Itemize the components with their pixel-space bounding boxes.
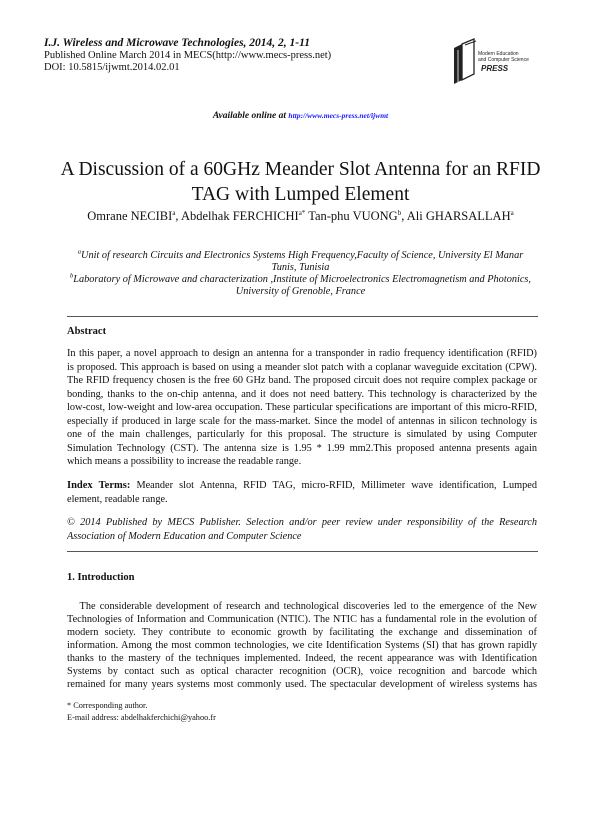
abstract-line: Simulation Technology (CST). The antenna size is 1.95 * 1.99 mm2.This proposed antenna presents again [67, 442, 537, 454]
available-online [0, 110, 601, 122]
footnote-corresponding: * Corresponding author. [67, 701, 148, 710]
authors [0, 209, 601, 224]
affiliation-a [0, 250, 601, 262]
index-terms-label: Index Terms: [67, 480, 131, 491]
abstract-line: especially if produced in large scale for the mass-market. Since the model of antennas in silicon technology is [67, 415, 537, 427]
author-sep: , [175, 209, 181, 223]
intro-line: Systems by contact such as optical character recognition (OCR), voice recognition and barcode which [67, 666, 537, 677]
introduction-heading: 1. Introduction [67, 572, 135, 583]
copyright-line: Association of Modern Education and Computer Science [67, 530, 302, 542]
available-label: Available online at [212, 111, 287, 121]
journal-link[interactable]: http://www.mecs-press.net/ijwmt [288, 111, 389, 120]
index-terms-line: element, readable range. [67, 493, 168, 505]
abstract-line: one of the main challenges, particularly for this proposal. The structure is simulated by using Computer [67, 429, 537, 440]
footnote-email: E-mail address: abdelhakferchichi@yahoo.fr [67, 713, 216, 722]
svg-text:PRESS: PRESS [481, 64, 509, 73]
author-sup: a [172, 208, 176, 217]
intro-line: remained for many years systems most commonly used. The spectacular development of wireless systems has [67, 679, 537, 690]
affiliation-b-city: University of Grenoble, France [235, 286, 366, 297]
affiliation-sup: a [77, 248, 82, 256]
mecs-press-logo [448, 36, 530, 86]
affiliation-b [0, 274, 601, 286]
abstract-line: is proposed. This approach is based on using a meander slot patch with a coplanar waveguide excitation (CPW). [67, 361, 537, 373]
abstract-line: bonding, thanks to the on-chip antenna, and it does not need battery. This technology is characterized by the [67, 388, 537, 400]
intro-line: The considerable development of research and technological discoveries led to the emergence of the New [67, 601, 537, 612]
svg-text:and Computer Science: and Computer Science [478, 57, 529, 63]
index-terms [67, 479, 537, 506]
abstract-body [67, 347, 537, 469]
copyright [67, 516, 537, 543]
author-name: Omrane NECIBI [87, 209, 173, 223]
abstract-line: low-cost, low-weight and low-area occupation. These particular specifications are important of this micro-RFID, [67, 402, 537, 413]
published-online: Published Online March 2014 in MECS(http://www.mecs-press.net) [44, 50, 332, 61]
author-name: Tan-phu VUONG [308, 209, 398, 223]
intro-line: modern society. They contribute to economic growth by facilitating the exchange and dissemination of [67, 627, 537, 638]
author-name: Ali GHARSALLAH [406, 209, 511, 223]
intro-line: Technologies of Information and Communication (NTIC). The NTIC has a fundamental role in the evolution of [67, 614, 537, 625]
abstract-line: which means a possibility to increase the readable range. [67, 456, 302, 467]
abstract-heading: Abstract [67, 326, 107, 337]
paper-title-line-2: TAG with Lumped Element [191, 184, 410, 205]
copyright-line: © 2014 Published by MECS Publisher. Selection and/or peer review under responsibility of the Research [67, 517, 537, 528]
paper-title-line-1: A Discussion of a 60GHz Meander Slot Antenna for an RFID [60, 159, 541, 180]
doi: DOI: 10.5815/ijwmt.2014.02.01 [44, 62, 180, 73]
author-sup: a [510, 208, 514, 217]
svg-text:Modern Education: Modern Education [478, 51, 519, 57]
author-sep: , [401, 209, 407, 223]
index-terms-line [67, 479, 537, 493]
affiliation-text: Unit of research Circuits and Electronics Systems High Frequency,Faculty of Science, University El Manar [81, 250, 524, 261]
abstract-line: In this paper, a novel approach to design an antenna for a transponder in radio frequency identification (RFID) [67, 348, 537, 359]
divider [67, 551, 538, 552]
intro-line: thanks to the mastery of the techniques implemented. Indeed, the recent appearance was with Identification [67, 653, 537, 664]
index-terms-text: Meander slot Antenna, RFID TAG, micro-RFID, Millimeter wave identification, Lumped [136, 480, 537, 491]
divider [67, 316, 538, 317]
journal-citation: I.J. Wireless and Microwave Technologies, 2014, 2, 1-11 [44, 37, 310, 49]
author-sup: a* [298, 208, 306, 217]
author-sup: b [397, 208, 402, 217]
author-name: Abdelhak FERCHICHI [180, 209, 299, 223]
intro-line: information. Among the most common technologies, we cite Identification Systems (SI) that has grown rapidly [67, 640, 537, 651]
affiliation-sup: b [69, 272, 74, 280]
book-logo-icon [448, 36, 530, 86]
abstract-line: The RFID frequency chosen is the free 60 GHz band. The proposed circuit does not require complex package or [67, 375, 537, 386]
affiliation-text: Laboratory of Microwave and characterization ,Institute of Microelectronics Electromagnetism and Photonics, [73, 274, 531, 285]
introduction-body [67, 600, 537, 691]
affiliation-a-city: Tunis, Tunisia [271, 262, 330, 273]
